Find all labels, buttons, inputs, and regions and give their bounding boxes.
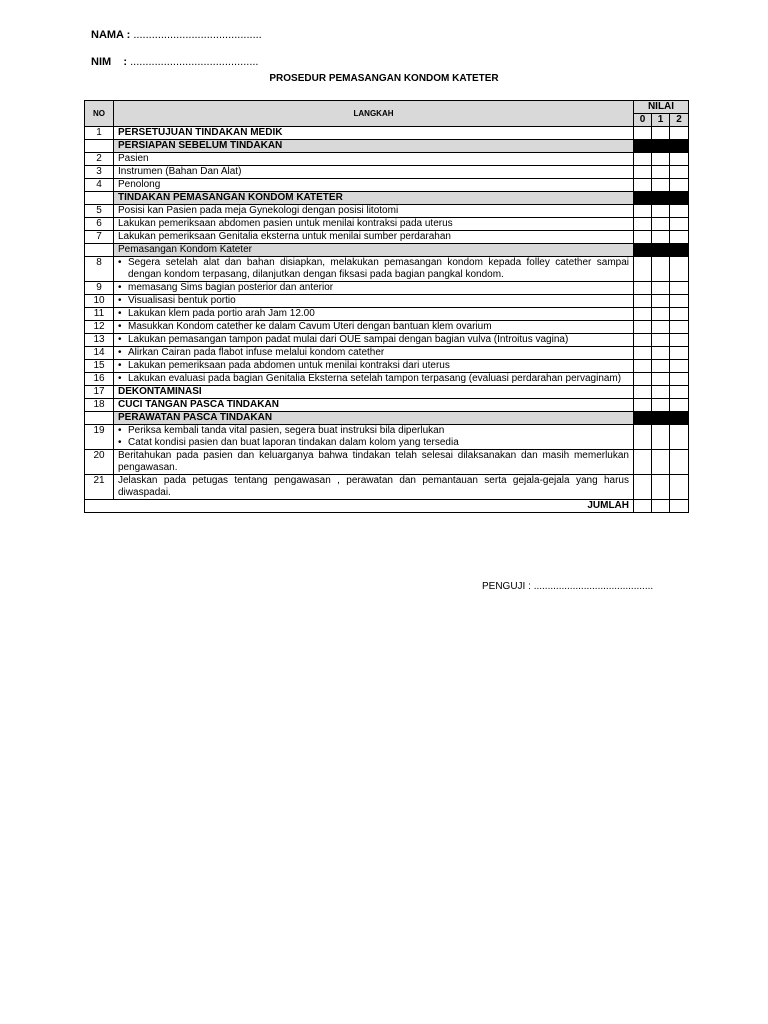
score-cell-0[interactable] [634,308,652,321]
row-number: 5 [85,205,114,218]
table-row [85,205,689,218]
table-row [85,127,689,140]
bullet-item: • Alirkan Cairan pada flabot infuse melalui kondom catether [118,347,629,359]
score-cell-2[interactable] [670,153,689,166]
step-text [114,450,634,475]
row-number [85,140,114,153]
row-number: 14 [85,347,114,360]
score-header-1: 1 [652,114,670,127]
row-number: 1 [85,127,114,140]
row-number: 21 [85,475,114,500]
score-cell-disabled [670,244,689,257]
step-line: CUCI TANGAN PASCA TINDAKAN [118,399,279,410]
row-number: 16 [85,373,114,386]
table-row [85,153,689,166]
score-cell-1[interactable] [652,282,670,295]
table-row [85,475,689,500]
step-text [114,127,634,140]
step-text [114,153,634,166]
row-number: 3 [85,166,114,179]
score-cell-2[interactable] [670,166,689,179]
table-row [85,166,689,179]
checklist-table [84,100,689,513]
bullet-item: • Lakukan evaluasi pada bagian Genitalia Eksterna setelah tampon terpasang (evaluasi perdarahan pervaginam) [118,373,629,385]
score-cell-1[interactable] [652,334,670,347]
step-line: Penolong [118,179,161,190]
score-cell-disabled [670,192,689,205]
score-cell-0[interactable] [634,450,652,475]
step-text [114,179,634,192]
score-cell-1[interactable] [652,218,670,231]
score-cell-2[interactable] [670,179,689,192]
score-cell-0[interactable] [634,334,652,347]
score-cell-2[interactable] [670,282,689,295]
step-text [114,347,634,360]
document-title: PROSEDUR PEMASANGAN KONDOM KATETER [269,73,499,84]
penguji-label: PENGUJI : [482,581,531,592]
table-row [85,179,689,192]
table-row [85,425,689,450]
table-row [85,308,689,321]
score-cell-0[interactable] [634,373,652,386]
table-row [85,386,689,399]
row-number: 9 [85,282,114,295]
score-cell-1[interactable] [652,360,670,373]
score-cell-2[interactable] [670,425,689,450]
score-cell-0[interactable] [634,360,652,373]
step-text [114,205,634,218]
step-line: Jelaskan pada petugas tentang pengawasan , perawatan dan pemantauan serta gejala-gejala yang harus diwaspadai. [118,475,629,498]
score-cell-0[interactable] [634,127,652,140]
column-header-langkah: LANGKAH [114,101,634,127]
score-header-0: 0 [634,114,652,127]
nim-field [91,56,258,68]
table-row [85,218,689,231]
row-number: 7 [85,231,114,244]
score-cell-disabled [652,244,670,257]
column-header-nilai: NILAI [634,101,689,114]
score-cell-0[interactable] [634,475,652,500]
score-cell-0[interactable] [634,399,652,412]
score-cell-2[interactable] [670,399,689,412]
nama-field [91,29,262,41]
score-cell-1[interactable] [652,347,670,360]
row-number: 12 [85,321,114,334]
step-text [114,308,634,321]
nim-blank: .......................................... [130,56,259,68]
score-cell-1[interactable] [652,450,670,475]
score-cell-1[interactable] [652,257,670,282]
table-row [85,140,689,153]
column-header-no: NO [85,101,114,127]
step-text [114,231,634,244]
total-label: JUMLAH [85,500,634,513]
step-line: Lakukan pemeriksaan Genitalia eksterna untuk menilai sumber perdarahan [118,231,451,242]
step-line: Beritahukan pada pasien dan keluarganya bahwa tindakan telah selesai dilaksanakan dan masih memerlukan pengawasan. [118,450,629,473]
table-row [85,231,689,244]
score-cell-1[interactable] [652,399,670,412]
step-text [114,166,634,179]
score-header-2: 2 [670,114,689,127]
score-cell-0[interactable] [634,218,652,231]
score-cell-2[interactable] [670,257,689,282]
row-number: 8 [85,257,114,282]
step-text [114,321,634,334]
row-number: 10 [85,295,114,308]
score-cell-0[interactable] [634,347,652,360]
row-number [85,412,114,425]
bullet-item: • Lakukan pemasangan tampon padat mulai dari OUE sampai dengan bagian vulva (Introitus vagina) [118,334,629,346]
score-cell-disabled [670,412,689,425]
table-row [85,450,689,475]
score-cell-1[interactable] [652,179,670,192]
score-cell-1[interactable] [652,231,670,244]
row-number [85,192,114,205]
row-number: 2 [85,153,114,166]
score-cell-1[interactable] [652,295,670,308]
score-cell-0[interactable] [634,295,652,308]
bullet-item: • Lakukan klem pada portio arah Jam 12.00 [118,308,629,320]
score-cell-1[interactable] [652,205,670,218]
table-row [85,373,689,386]
score-cell-1[interactable] [652,425,670,450]
step-text [114,386,634,399]
row-number: 18 [85,399,114,412]
score-cell-0[interactable] [634,179,652,192]
nama-blank: .......................................... [133,29,262,41]
score-cell-0[interactable] [634,231,652,244]
score-cell-0[interactable] [634,321,652,334]
step-line: PERSETUJUAN TINDAKAN MEDIK [118,127,283,138]
score-cell-2[interactable] [670,334,689,347]
table-row [85,334,689,347]
step-text [114,218,634,231]
step-line: PERAWATAN PASCA TINDAKAN [118,412,273,423]
bullet-item: • Masukkan Kondom catether ke dalam Cavum Uteri dengan bantuan klem ovarium [118,321,629,333]
score-cell-2[interactable] [670,373,689,386]
step-line: Lakukan pemeriksaan abdomen pasien untuk menilai kontraksi pada uterus [118,218,453,229]
score-cell-disabled [670,140,689,153]
score-cell-2[interactable] [670,218,689,231]
step-text [114,244,634,257]
score-cell-1[interactable] [652,153,670,166]
table-row [85,412,689,425]
score-cell-2[interactable] [670,360,689,373]
step-text [114,412,634,425]
nim-label: NIM : [91,56,128,68]
step-line: Instrumen (Bahan Dan Alat) [118,166,242,177]
score-cell-2[interactable] [670,386,689,399]
score-cell-disabled [634,412,652,425]
score-cell-1[interactable] [652,475,670,500]
step-text [114,140,634,153]
score-cell-2[interactable] [670,321,689,334]
score-cell-2[interactable] [670,231,689,244]
score-cell-2[interactable] [670,308,689,321]
step-line: PERSIAPAN SEBELUM TINDAKAN [118,140,283,151]
score-cell-0[interactable] [634,282,652,295]
score-cell-1[interactable] [652,373,670,386]
score-cell-0[interactable] [634,386,652,399]
score-cell-disabled [652,140,670,153]
table-row [85,244,689,257]
score-cell-1[interactable] [652,127,670,140]
step-text [114,282,634,295]
row-number: 13 [85,334,114,347]
bullet-item: • memasang Sims bagian posterior dan anterior [118,282,629,294]
table-row [85,399,689,412]
score-cell-disabled [634,192,652,205]
bullet-item: • Lakukan pemeriksaan pada abdomen untuk menilai kontraksi dari uterus [118,360,629,372]
step-line: DEKONTAMINASI [118,386,202,397]
step-text [114,360,634,373]
score-cell-1[interactable] [652,308,670,321]
score-cell-2[interactable] [670,347,689,360]
score-cell-2[interactable] [670,475,689,500]
score-cell-disabled [652,412,670,425]
score-cell-disabled [634,140,652,153]
table-row [85,192,689,205]
table-row [85,321,689,334]
penguji-blank: ........................................... [533,581,654,592]
row-number [85,244,114,257]
step-text [114,257,634,282]
step-line: Pasien [118,153,149,164]
row-number: 19 [85,425,114,450]
step-line: Pemasangan Kondom Kateter [118,244,252,255]
table-row [85,360,689,373]
table-row [85,282,689,295]
step-text [114,399,634,412]
table-row [85,257,689,282]
row-number: 6 [85,218,114,231]
bullet-item: • Catat kondisi pasien dan buat laporan tindakan dalam kolom yang tersedia [118,437,629,449]
bullet-item: • Periksa kembali tanda vital pasien, segera buat instruksi bila diperlukan [118,425,629,437]
step-line: Posisi kan Pasien pada meja Gynekologi dengan posisi litotomi [118,205,399,216]
step-text [114,373,634,386]
step-text [114,475,634,500]
score-cell-0[interactable] [634,257,652,282]
penguji-field [482,581,653,592]
nama-label: NAMA : [91,29,131,41]
total-score-0[interactable] [634,500,652,513]
table-row [85,347,689,360]
score-cell-2[interactable] [670,127,689,140]
step-text [114,425,634,450]
row-number: 11 [85,308,114,321]
score-cell-1[interactable] [652,386,670,399]
row-number: 17 [85,386,114,399]
score-cell-2[interactable] [670,295,689,308]
step-text [114,192,634,205]
step-text [114,334,634,347]
row-number: 20 [85,450,114,475]
score-cell-1[interactable] [652,166,670,179]
table-row [85,295,689,308]
total-score-2[interactable] [670,500,689,513]
score-cell-0[interactable] [634,166,652,179]
score-cell-0[interactable] [634,205,652,218]
step-text [114,295,634,308]
bullet-item: • Visualisasi bentuk portio [118,295,629,307]
bullet-item: • Segera setelah alat dan bahan disiapkan, melakukan pemasangan kondom kepada folley catether sampai dengan kondom terpasang, dilanjutkan dengan fiksasi pada bagian pangkal kondom. [118,257,629,281]
row-number: 4 [85,179,114,192]
total-score-1[interactable] [652,500,670,513]
score-cell-disabled [634,244,652,257]
score-cell-2[interactable] [670,450,689,475]
score-cell-0[interactable] [634,153,652,166]
score-cell-0[interactable] [634,425,652,450]
step-line: TINDAKAN PEMASANGAN KONDOM KATETER [118,192,343,203]
score-cell-2[interactable] [670,205,689,218]
row-number: 15 [85,360,114,373]
score-cell-disabled [652,192,670,205]
score-cell-1[interactable] [652,321,670,334]
